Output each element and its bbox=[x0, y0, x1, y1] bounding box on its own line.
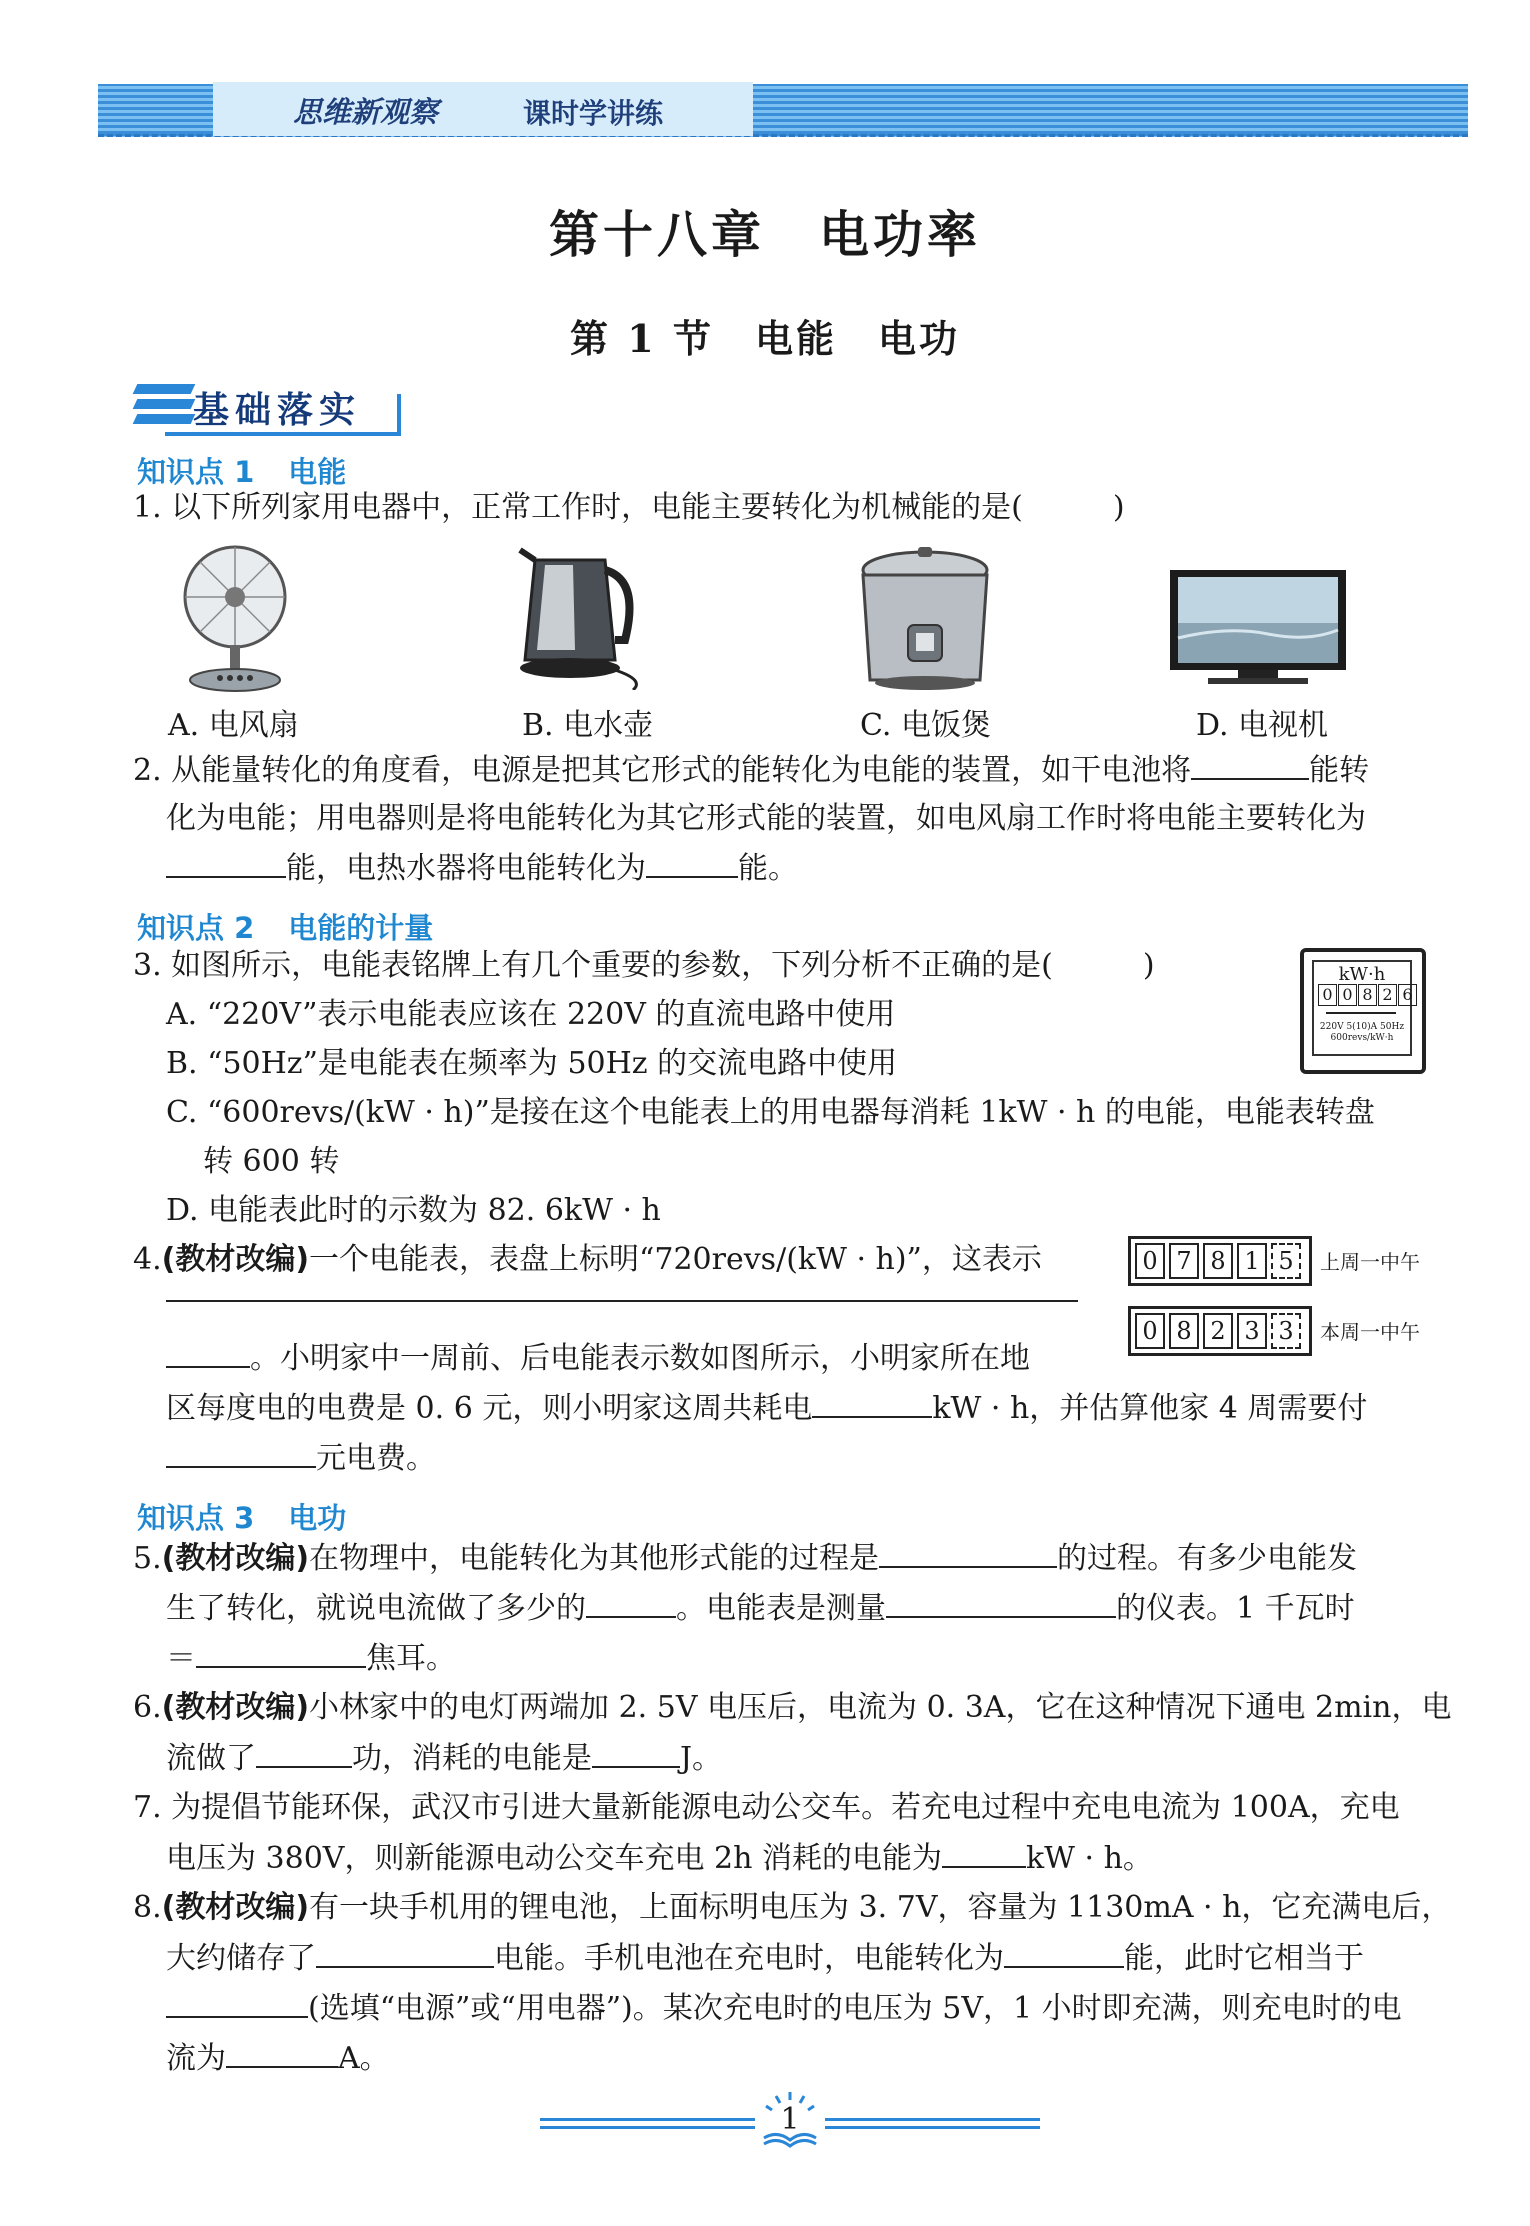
q5-line-2 bbox=[166, 1590, 1355, 1627]
answer-blank bbox=[592, 1740, 680, 1768]
reading-digit: 2 bbox=[1203, 1313, 1233, 1349]
q2-line-1 bbox=[133, 752, 1369, 789]
q5-line-3 bbox=[166, 1640, 456, 1677]
q4-line-5 bbox=[166, 1440, 436, 1477]
reading-digit: 7 bbox=[1169, 1243, 1199, 1279]
answer-blank bbox=[166, 1300, 1078, 1302]
q5-text: 的过程。有多少电能发 bbox=[1057, 1541, 1358, 1576]
reading-after-label: 本周一中午 bbox=[1320, 1320, 1420, 1344]
banner-tick bbox=[397, 394, 401, 436]
knowledge-point-2 bbox=[137, 906, 433, 947]
meter-reading-after bbox=[1128, 1306, 1312, 1356]
q2-line-2: 化为电能；用电器则是将电能转化为其它形式能的装置，如电风扇工作时将电能主要转化为 bbox=[166, 801, 1366, 836]
q3-option-d: D. 电能表此时的示数为 82. 6kW · h bbox=[166, 1193, 661, 1228]
kp-title: 电功 bbox=[288, 1501, 347, 1535]
reading-digit: 5 bbox=[1271, 1243, 1301, 1279]
meter-face bbox=[1312, 960, 1412, 1056]
q5-tag: (教材改编) bbox=[161, 1541, 310, 1576]
reading-digit: 3 bbox=[1271, 1313, 1301, 1349]
q7-line-2 bbox=[166, 1840, 1153, 1877]
answer-blank bbox=[166, 850, 286, 878]
meter-arrow-icon bbox=[1326, 1012, 1396, 1014]
q3-option-c-cont: 转 600 转 bbox=[203, 1144, 340, 1179]
banner-text: 基础落实 bbox=[193, 390, 362, 431]
q8-text: 有一块手机用的锂电池，上面标明电压为 3. 7V，容量为 1130mA · h，它充满电后， bbox=[309, 1890, 1452, 1925]
q4-text: kW · h，并估算他家 4 周需要付 bbox=[932, 1391, 1368, 1426]
q7-text: kW · h。 bbox=[1025, 1841, 1153, 1876]
answer-blank bbox=[886, 1590, 1116, 1618]
q6-line-2 bbox=[166, 1740, 722, 1777]
q4-line-4 bbox=[166, 1390, 1367, 1427]
q8-text: 流为 bbox=[166, 2041, 226, 2076]
reading-digit: 3 bbox=[1237, 1313, 1267, 1349]
q5-text: 的仪表。1 千瓦时 bbox=[1116, 1591, 1355, 1626]
q1-option-a: A. 电风扇 bbox=[168, 708, 299, 743]
meter-digit: 0 bbox=[1318, 984, 1337, 1006]
banner-stripes-icon bbox=[135, 384, 193, 430]
answer-blank bbox=[646, 850, 738, 878]
meter-reading-before bbox=[1128, 1236, 1312, 1286]
q1-option-b: B. 电水壶 bbox=[522, 708, 654, 743]
meter-digit: 2 bbox=[1378, 984, 1397, 1006]
q8-text: 大约储存了 bbox=[166, 1941, 316, 1976]
q4-text: 。小明家中一周前、后电能表示数如图所示，小明家所在地 bbox=[250, 1341, 1030, 1376]
kp-label: 知识点 2 bbox=[137, 911, 255, 945]
q8-number: 8. bbox=[133, 1890, 162, 1925]
q4-line-3 bbox=[166, 1340, 1030, 1377]
header-series: 思维新观察 bbox=[293, 95, 439, 129]
q8-text: 能，此时它相当于 bbox=[1124, 1941, 1364, 1976]
section-title: 第 1 节 电能 电功 bbox=[570, 316, 960, 361]
q7-text: 电压为 380V，则新能源电动公交车充电 2h 消耗的电能为 bbox=[166, 1841, 942, 1876]
answer-blank bbox=[166, 1440, 316, 1468]
q3-stem: 3. 如图所示，电能表铭牌上有几个重要的参数，下列分析不正确的是( ) bbox=[133, 948, 1155, 983]
kp-label: 知识点 3 bbox=[137, 1501, 255, 1535]
q5-text: 焦耳。 bbox=[366, 1641, 456, 1676]
knowledge-point-3 bbox=[137, 1496, 346, 1537]
banner-underline bbox=[165, 432, 401, 436]
q6-text: 小林家中的电灯两端加 2. 5V 电压后，电流为 0. 3A，它在这种情况下通电 2min，电 bbox=[309, 1690, 1452, 1725]
footer-rule-right bbox=[825, 2118, 1040, 2121]
answer-blank bbox=[812, 1390, 932, 1418]
q2-text: 2. 从能量转化的角度看，电源是把其它形式的能转化为电能的装置，如干电池将 bbox=[133, 753, 1192, 788]
answer-blank bbox=[166, 1340, 250, 1368]
q6-number: 6. bbox=[133, 1690, 162, 1725]
electric-fan-image bbox=[170, 545, 300, 695]
reading-digit: 8 bbox=[1169, 1313, 1199, 1349]
q1-option-c: C. 电饭煲 bbox=[860, 708, 991, 743]
q8-line-2 bbox=[166, 1940, 1364, 1977]
meter-digits bbox=[1318, 984, 1418, 1006]
section-banner bbox=[135, 378, 405, 436]
q6-line-1 bbox=[133, 1690, 1451, 1726]
header-subtitle: 课时学讲练 bbox=[523, 97, 664, 130]
q3-option-b: B. “50Hz”是电能表在频率为 50Hz 的交流电路中使用 bbox=[166, 1046, 898, 1081]
answer-blank bbox=[316, 1940, 494, 1968]
electric-kettle-image bbox=[515, 540, 655, 690]
q5-line-1 bbox=[133, 1540, 1357, 1577]
reading-before-label: 上周一中午 bbox=[1320, 1250, 1420, 1274]
meter-digit: 6 bbox=[1398, 984, 1417, 1006]
footer-rule-left bbox=[540, 2126, 755, 2129]
q4-number: 4. bbox=[133, 1242, 162, 1277]
q6-text: 功，消耗的电能是 bbox=[352, 1741, 592, 1776]
q7-line-1: 7. 为提倡节能环保，武汉市引进大量新能源电动公交车。若充电过程中充电电流为 100A，充电 bbox=[133, 1790, 1400, 1825]
meter-digit: 0 bbox=[1338, 984, 1357, 1006]
footer-rule-right bbox=[825, 2126, 1040, 2129]
q2-text: 能。 bbox=[738, 851, 798, 886]
q8-text: 电能。手机电池在充电时，电能转化为 bbox=[494, 1941, 1004, 1976]
answer-blank bbox=[196, 1640, 366, 1668]
answer-blank bbox=[586, 1590, 676, 1618]
kp-title: 电能 bbox=[288, 455, 347, 489]
header-band bbox=[98, 84, 1468, 137]
reading-digit: 0 bbox=[1135, 1313, 1165, 1349]
answer-blank bbox=[166, 1990, 308, 2018]
reading-digit: 8 bbox=[1203, 1243, 1233, 1279]
q5-text: ＝ bbox=[166, 1641, 196, 1676]
reading-digit: 1 bbox=[1237, 1243, 1267, 1279]
q4-text: 区每度电的电费是 0. 6 元，则小明家这周共耗电 bbox=[166, 1391, 813, 1426]
page-number: 1 bbox=[780, 2102, 800, 2137]
q8-line-4 bbox=[166, 2040, 390, 2077]
q4-tag: (教材改编) bbox=[161, 1242, 310, 1277]
footer-rule-left bbox=[540, 2118, 755, 2121]
q5-text: 生了转化，就说电流做了多少的 bbox=[166, 1591, 586, 1626]
television-image bbox=[1168, 568, 1348, 693]
answer-blank bbox=[1004, 1940, 1124, 1968]
meter-spec: 220V 5(10)A 50Hz 600revs/kW·h bbox=[1319, 1022, 1405, 1043]
q1-option-d: D. 电视机 bbox=[1196, 708, 1329, 743]
q2-text: 能，电热水器将电能转化为 bbox=[286, 851, 646, 886]
chapter-title: 第十八章 电功率 bbox=[549, 206, 981, 264]
q8-line-1 bbox=[133, 1890, 1451, 1926]
page-footer bbox=[540, 2090, 1040, 2150]
q5-number: 5. bbox=[133, 1541, 162, 1576]
answer-blank bbox=[879, 1540, 1057, 1568]
q1-stem: 1. 以下所列家用电器中，正常工作时，电能主要转化为机械能的是( ) bbox=[133, 490, 1125, 525]
answer-blank bbox=[226, 2040, 338, 2068]
meter-unit: kW·h bbox=[1338, 964, 1386, 985]
q3-option-c: C. “600revs/(kW · h)”是接在这个电能表上的用电器每消耗 1kW · h 的电能，电能表转盘 bbox=[166, 1095, 1375, 1130]
kp-title: 电能的计量 bbox=[288, 911, 434, 945]
q8-text: (选填“电源”或“用电器”)。某次充电时的电压为 5V，1 小时即充满，则充电时的电 bbox=[308, 1991, 1402, 2026]
q6-tag: (教材改编) bbox=[161, 1690, 310, 1725]
meter-digit: 8 bbox=[1358, 984, 1377, 1006]
q8-text: A。 bbox=[338, 2041, 390, 2076]
q5-text: 。电能表是测量 bbox=[676, 1591, 886, 1626]
q2-text: 能转 bbox=[1309, 753, 1370, 788]
answer-blank bbox=[1191, 752, 1309, 780]
q8-tag: (教材改编) bbox=[161, 1890, 310, 1925]
q3-option-a: A. “220V”表示电能表应该在 220V 的直流电路中使用 bbox=[166, 997, 896, 1032]
q4-text: 元电费。 bbox=[316, 1441, 436, 1476]
rice-cooker-image bbox=[850, 545, 1000, 695]
q6-text: 流做了 bbox=[166, 1741, 256, 1776]
electric-meter-figure bbox=[1300, 948, 1426, 1074]
q4-line-1 bbox=[133, 1242, 1042, 1278]
q2-line-3 bbox=[166, 850, 798, 887]
q4-text: 一个电能表，表盘上标明“720revs/(kW · h)”，这表示 bbox=[309, 1242, 1042, 1277]
answer-blank bbox=[942, 1840, 1026, 1868]
q5-text: 在物理中，电能转化为其他形式能的过程是 bbox=[309, 1541, 880, 1576]
reading-digit: 0 bbox=[1135, 1243, 1165, 1279]
kp-label: 知识点 1 bbox=[137, 455, 255, 489]
answer-blank bbox=[256, 1740, 352, 1768]
knowledge-point-1 bbox=[137, 450, 346, 491]
q6-text: J。 bbox=[680, 1741, 723, 1776]
q8-line-3 bbox=[166, 1990, 1402, 2027]
